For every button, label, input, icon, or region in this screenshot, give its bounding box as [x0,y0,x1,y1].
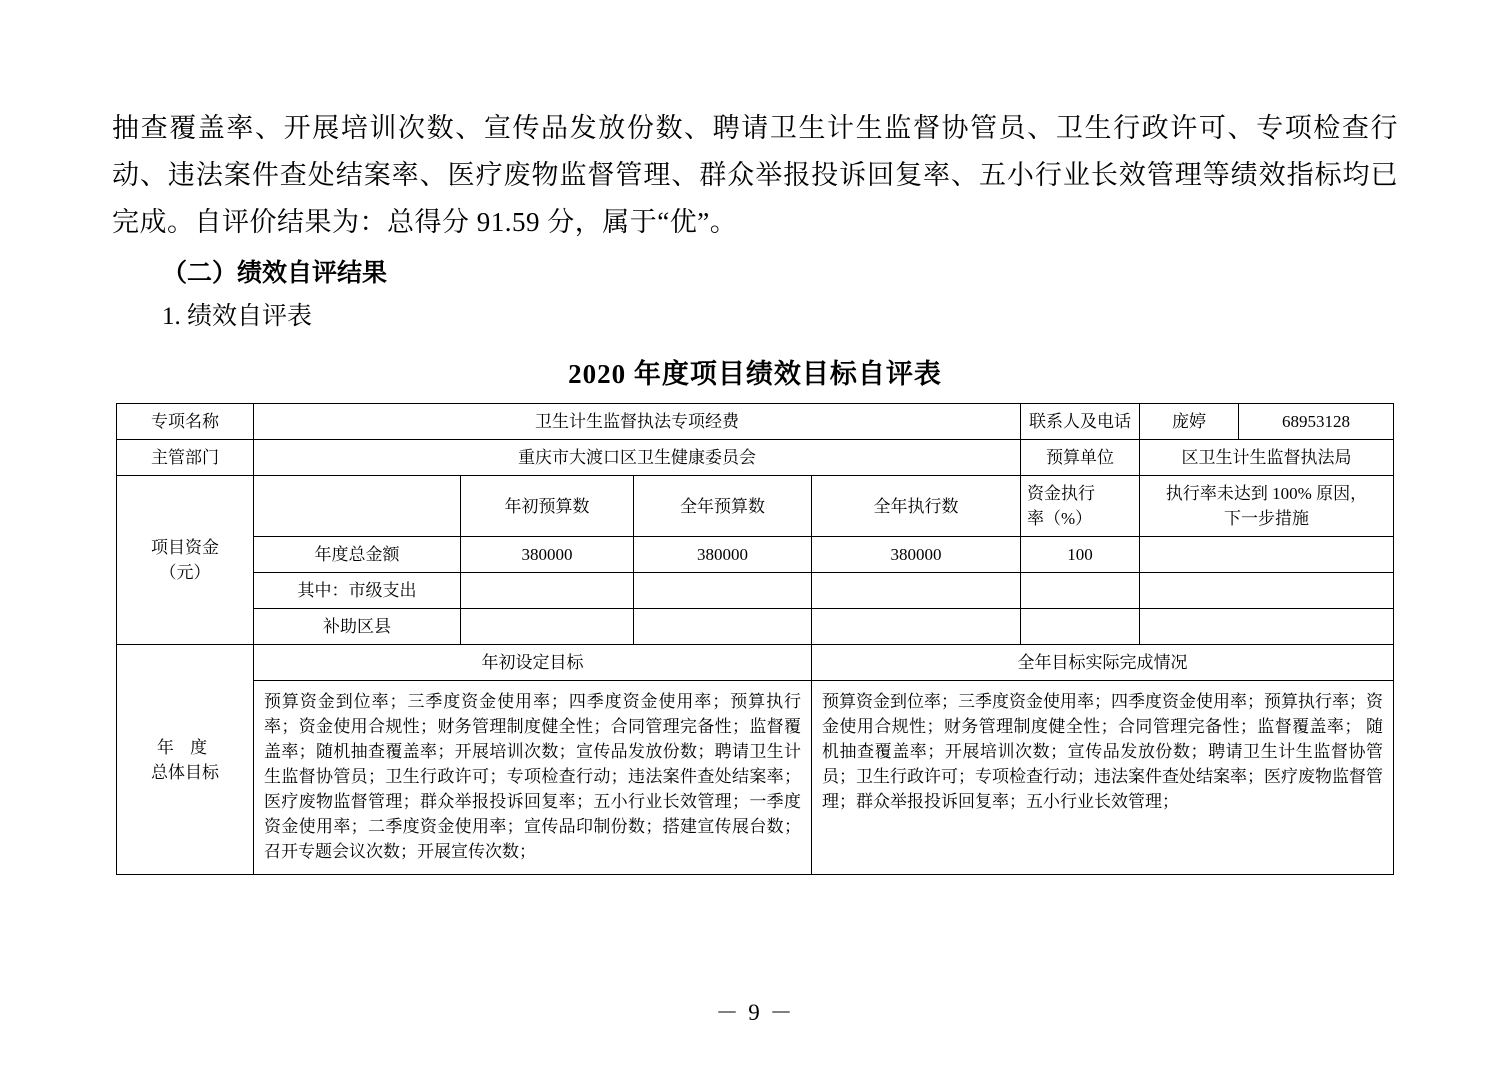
funds-row-reason [1140,537,1394,573]
label-project-name: 专项名称 [117,404,254,440]
label-budget-unit: 预算单位 [1021,440,1140,476]
section-heading: （二）绩效自评结果 [162,260,388,287]
funds-header-execution-rate-line2: 率（%） [1027,509,1093,528]
goals-header-actual: 全年目标实际完成情况 [812,645,1394,681]
page-number: － 9 － [715,1000,795,1025]
label-department: 主管部门 [117,440,254,476]
funds-row-annual-executed [812,609,1021,645]
table-row [117,476,1394,537]
goals-initial-text: 预算资金到位率；三季度资金使用率；四季度资金使用率；预算执行率；资金使用合规性；财务管理制度健全性；合同管理完备性；监督覆盖率；随机抽查覆盖率；开展培训次数；宣传品发放份数；聘请卫生计生监督协管员；卫生行政许可；专项检查行动；违法案件查处结案率；医疗废物监督管理；群众举报投诉回复率；五小行业长效管理；一季度资金使用率；二季度资金使用率；宣传品印制份数；搭建宣传展台数；召开专题会议次数；开展宣传次数； [254,681,812,875]
table-row [117,537,1394,573]
goals-header-initial: 年初设定目标 [254,645,812,681]
funds-row-annual-budget [634,609,812,645]
table-title: 2020 年度项目绩效目标自评表 [568,359,942,389]
goals-actual-text: 预算资金到位率；三季度资金使用率；四季度资金使用率；预算执行率；资金使用合规性；财务管理制度健全性；合同管理完备性；监督覆盖率； 随机抽查覆盖率；开展培训次数；宣传品发放份数；聘请卫生计生监督协管员；卫生行政许可；专项检查行动；违法案件查处结案率；医疗废物监督管理；群众举报投诉回复率；五小行业长效管理； [812,681,1394,875]
funds-header-execution-rate [1021,476,1140,537]
funds-row-annual-executed [812,573,1021,609]
table-row [117,440,1394,476]
table-row [117,404,1394,440]
funds-row-name: 其中：市级支出 [254,573,461,609]
funds-row-initial-budget [461,573,634,609]
value-project-name: 卫生计生监督执法专项经费 [254,404,1021,440]
funds-row-execution-rate [1021,609,1140,645]
funds-row-name: 年度总金额 [254,537,461,573]
table-row [117,609,1394,645]
funds-row-annual-executed: 380000 [812,537,1021,573]
table-row [117,573,1394,609]
label-annual-overall-goal [117,645,254,875]
table-row [117,645,1394,681]
value-contact-phone: 68953128 [1282,412,1350,431]
funds-header-execution-rate-line1: 资金执行 [1027,484,1095,503]
body-paragraph: 抽查覆盖率、开展培训次数、宣传品发放份数、聘请卫生计生监督协管员、卫生行政许可、专项检查行动、违法案件查处结案率、医疗废物监督管理、群众举报投诉回复率、五小行业长效管理等绩效指标均已完成。自评价结果为：总得分 91.59 分，属于“优”。 [112,113,1398,237]
label-contact: 联系人及电话 [1021,404,1140,440]
value-department: 重庆市大渡口区卫生健康委员会 [254,440,1021,476]
contact-group [1140,404,1394,440]
value-contact-name: 庞婷 [1140,404,1239,439]
funds-row-initial-budget: 380000 [461,537,634,573]
sub-heading: 1. 绩效自评表 [162,303,313,330]
performance-self-assessment-table [116,403,1394,875]
funds-header-initial-budget: 年初预算数 [461,476,634,537]
funds-row-initial-budget [461,609,634,645]
funds-row-name: 补助区县 [254,609,461,645]
funds-header-annual-executed: 全年执行数 [812,476,1021,537]
funds-row-reason [1140,609,1394,645]
funds-header-blank [254,476,461,537]
funds-row-annual-budget [634,573,812,609]
funds-header-reason-line2: 下一步措施 [1224,509,1309,528]
funds-header-reason-line1: 执行率未达到 100% 原因， [1165,484,1368,503]
funds-row-execution-rate: 100 [1021,537,1140,573]
funds-row-reason [1140,573,1394,609]
label-project-funds [117,476,254,645]
funds-header-annual-budget: 全年预算数 [634,476,812,537]
label-project-funds-line1: 项目资金 [151,538,219,557]
label-annual-overall-goal-line2: 总体目标 [151,762,219,782]
funds-row-execution-rate [1021,573,1140,609]
label-project-funds-line2: （元） [159,563,211,582]
funds-row-annual-budget: 380000 [634,537,812,573]
table-row [117,681,1394,875]
label-annual-overall-goal-line1: 年 度 [156,737,214,757]
funds-header-reason [1140,476,1394,537]
value-budget-unit: 区卫生计生监督执法局 [1140,440,1394,476]
